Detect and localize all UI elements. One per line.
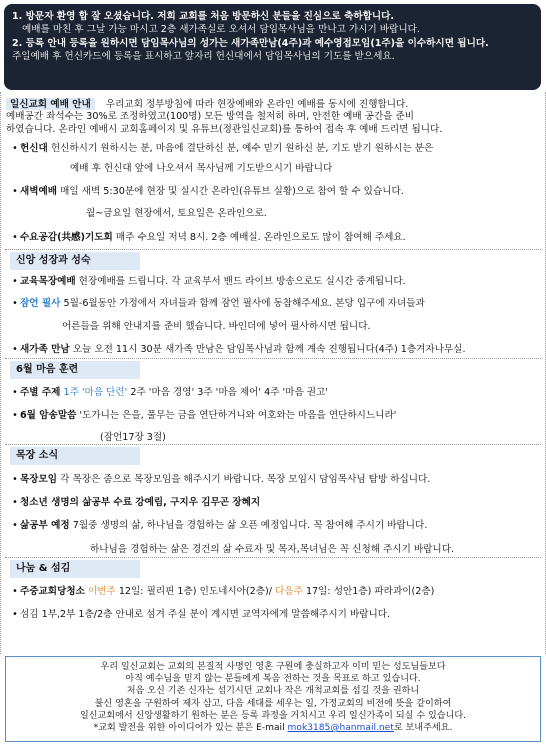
life-study-text: 7월중 생명의 삶, 하나님을 경험하는 삶 오픈 예정입니다. 꼭 참여해 주시기 바랍니다. xyxy=(72,520,428,531)
dawn-label: 새벽예배 xyxy=(20,186,58,197)
weekly-theme-label: 주별 주제 xyxy=(20,387,61,398)
june-section-title: 6월 마음 훈련 xyxy=(10,361,140,379)
notice-box xyxy=(4,4,541,90)
memory-verse-item: • 6월 암송말씀 '도가니는 은을, 풀무는 금을 연단하거니와 여호와는 마음을 연단하시느니라' xyxy=(12,410,397,421)
next-week-detail: 17일: 성안1층) 파라과이(2층) xyxy=(305,586,435,597)
notice-welcome: 1. 방문자 환영 합 잘 오셨습니다. 저희 교회를 처음 방문하신 분들을 진심으로 축하합니다. xyxy=(12,11,395,22)
footer-line-2: 아직 예수님을 믿지 않는 분들에게 복음 전하는 것을 목표로 하고 있습니다. xyxy=(125,674,421,685)
growth-section-title: 신앙 성장과 성숙 xyxy=(10,252,140,270)
devotion-text: 헌신하시기 원하시는 분, 마음에 결단하신 분, 예수 믿기 원하신 분, 기도 받기 원하시는 분은 xyxy=(50,143,434,154)
life-study-item: • 삶공부 예정 7월중 생명의 삶, 하나님을 경험하는 삶 오픈 예정입니다. 꼭 참여해 주시기 바랍니다. xyxy=(12,520,428,531)
newfamily-text: 오늘 오전 11시 30분 새가족 만남은 담임목사님과 함께 계속 진행됩니다(4주) 1층겨자나무실. xyxy=(72,344,466,355)
footer-line-5: 일신교회에서 신앙생활하기 원하는 분은 등록 과정을 거치시고 우리 일신가족이 되실 수 있습니다. xyxy=(79,710,467,721)
wednesday-text: 매주 수요일 저녁 8시. 2층 예배실. 온라인으로도 많이 참여해 주세요. xyxy=(115,232,406,243)
newfamily-item: • 새가족 만남 오늘 오전 11시 30분 새가족 만남은 담임목사님과 함께 계속 진행됩니다(4주) 1층겨자나무실. xyxy=(12,344,466,355)
share-section-title: 나눔 & 섬김 xyxy=(10,560,140,578)
footer-email-suffix: 로 보내주세요. xyxy=(393,723,453,734)
edu-item: • 교육목장예배 현장예배를 드립니다. 각 교육부서 밴드 라이브 방송으로도 실시간 중계됩니다. xyxy=(12,276,406,287)
this-week-detail: 12일: 필리핀 1층) 인도네시아(2층)/ xyxy=(118,586,273,597)
devotion-label: 헌신대 xyxy=(20,143,48,154)
memory-verse-reference: (잠언17장 3절) xyxy=(100,432,166,443)
notice-registration: 2. 등록 안내 등록을 원하시면 담임목사님의 성가는 새가족만남(4주)과 예수영접모임(1주)을 이수하시면 됩니다. xyxy=(12,37,489,49)
weekly-theme-item: • 주별 주제 1주 '마음 단련' 2주 '마음 경영' 3주 '마음 제어' 4주 '마음 권고' xyxy=(12,387,328,398)
jamun-text: 5월-6월동안 가정에서 자녀들과 함께 잠언 필사에 동참해주세요. 본당 입구에 자녀들과 xyxy=(63,298,425,309)
serve-text: 섬김 1부,2부 1층/2층 안내로 섬겨 주실 분이 계시면 교역자에게 말씀해주시기 바랍니다. xyxy=(20,609,391,620)
email-link[interactable]: mok3185@hanmail.net xyxy=(287,723,394,734)
life-study-text-2: 하나님을 경험하는 삶은 경건의 삶 수료자 및 목자,목녀님은 꼭 신청해 주시기 바랍니다. xyxy=(90,544,455,555)
jamun-label: 잠언 필사 xyxy=(20,298,61,309)
youth-item: • 청소년 생명의 삶공부 수료 강예림, 구지우 김무곤 장혜지 xyxy=(12,497,261,508)
devotion-item: • 헌신대 헌신하시기 원하시는 분, 마음에 결단하신 분, 예수 믿기 원하신 분, 기도 받기 원하시는 분은 xyxy=(12,143,434,154)
mokjang-label: 목장모임 xyxy=(20,474,58,485)
newfamily-label: 새가족 만남 xyxy=(20,344,70,355)
serve-item: • 섬김 1부,2부 1층/2층 안내로 섬겨 주실 분이 계시면 교역자에게 말씀해주시기 바랍니다. xyxy=(12,609,391,620)
next-week-label: 다음주 xyxy=(275,586,303,597)
edu-text: 현장예배를 드립니다. 각 교육부서 밴드 라이브 방송으로도 실시간 중계됩니다. xyxy=(78,276,406,287)
divider xyxy=(5,249,541,250)
footer-line-3: 처음 오신 기존 신자는 섬기시던 교회나 작은 개척교회를 섬길 것을 권하니 xyxy=(126,686,420,697)
worship-intro-2: 예배공간 좌석수는 30%로 조정하였고(100명) 모든 방역을 철저히 하며, 안전한 예배 공간을 준비 xyxy=(6,111,415,122)
cleaning-item: • 주중교회당청소 이번주 12일: 필리핀 1층) 인도네시아(2층)/ 다음주 17일: 성안1층) 파라과이(2층) xyxy=(12,586,435,597)
mokjang-text: 각 목장은 줌으로 목장모임을 해주시기 바랍니다. 목장 모임시 담임목사님 탐방 하십니다. xyxy=(60,474,431,485)
memory-verse-label: 6월 암송말씀 xyxy=(20,410,77,421)
devotion-text-2: 예배 후 헌신대 앞에 나오셔서 목사님께 기도받으시기 바랍니다 xyxy=(70,163,333,174)
life-study-label: 삶공부 예정 xyxy=(20,520,70,531)
notice-registration-detail: 주일예배 후 헌신카드에 등록을 표시하고 앞자리 헌신대에서 담임목사님의 기도를 받으세요. xyxy=(12,51,395,63)
dawn-text-2: 월~금요일 현장에서, 토요일은 온라인으로. xyxy=(86,208,267,219)
wednesday-item: • 수요공감(共感)기도회 매주 수요일 저녁 8시. 2층 예배실. 온라인으로도 많이 참여해 주세요. xyxy=(12,232,406,243)
this-week-label: 이번주 xyxy=(87,586,116,597)
divider xyxy=(5,557,541,558)
footer-line-1: 우리 일신교회는 교회의 본질적 사명인 영혼 구원에 충실하고자 이미 믿는 성도님들보다 xyxy=(100,662,446,672)
notice-welcome-detail: 예배를 마친 후 그날 가능 마시고 2층 새가족실로 오셔서 담임목사님을 만나고 가시기 바랍니다. xyxy=(22,24,420,36)
footer-email-prefix: *교회 발전을 위한 아이디어가 있는 분은 E-mail xyxy=(93,723,285,734)
week1-topic: '마음 단련' xyxy=(81,387,128,398)
jamun-text-2: 어른들을 위해 안내지를 준비 했습니다. 바인더에 넣어 필사하시면 됩니다. xyxy=(62,321,371,332)
dawn-text: 매일 새벽 5:30분에 현장 및 실시간 온라인(유튜브 실황)으로 참여 할 수 있습니다. xyxy=(60,186,404,197)
pasture-section-title: 목장 소식 xyxy=(10,447,140,465)
dawn-item: • 새벽예배 매일 새벽 5:30분에 현장 및 실시간 온라인(유튜브 실황)으로 참여 할 수 있습니다. xyxy=(12,186,404,197)
footer-line-4: 불신 영혼을 구원하여 제자 삼고, 다음 세대를 세우는 일, 가정교회의 비전에 뜻을 같이하여 xyxy=(94,698,452,709)
divider xyxy=(5,444,541,445)
footer-box xyxy=(5,656,541,742)
footer-email-line xyxy=(12,722,534,734)
weekly-theme-rest: 2주 '마음 경영' 3주 '마음 제어' 4주 '마음 권고' xyxy=(130,387,328,398)
mokjang-item: • 목장모임 각 목장은 줌으로 목장모임을 해주시기 바랍니다. 목장 모임시 담임목사님 탐방 하십니다. xyxy=(12,474,431,485)
worship-intro-3: 하였습니다. 온라인 예배시 교회홈페이지 및 유튜브(정관일신교회)를 통하여 접속 후 예배 드리면 됩니다. xyxy=(6,124,443,135)
divider xyxy=(5,358,541,359)
edu-label: 교육목장예배 xyxy=(20,276,76,287)
cleaning-label: 주중교회당청소 xyxy=(20,586,85,597)
worship-intro-1: 우리교회 정부방침에 따라 현장예배와 온라인 예배를 동시에 진행합니다. xyxy=(105,99,409,110)
wednesday-label: 수요공감(共感)기도회 xyxy=(20,232,113,243)
week1-prefix: 1주 xyxy=(63,387,79,398)
memory-verse-text: '도가니는 은을, 풀무는 금을 연단하거니와 여호와는 마음을 연단하시느니라' xyxy=(79,410,397,421)
youth-text: 청소년 생명의 삶공부 수료 강예림, 구지우 김무곤 장혜지 xyxy=(20,497,261,508)
jamun-item: • 잠언 필사 5월-6월동안 가정에서 자녀들과 함께 잠언 필사에 동참해주세요. 본당 입구에 자녀들과 xyxy=(12,298,425,309)
worship-section-title: 일신교회 예배 안내 xyxy=(6,98,95,110)
